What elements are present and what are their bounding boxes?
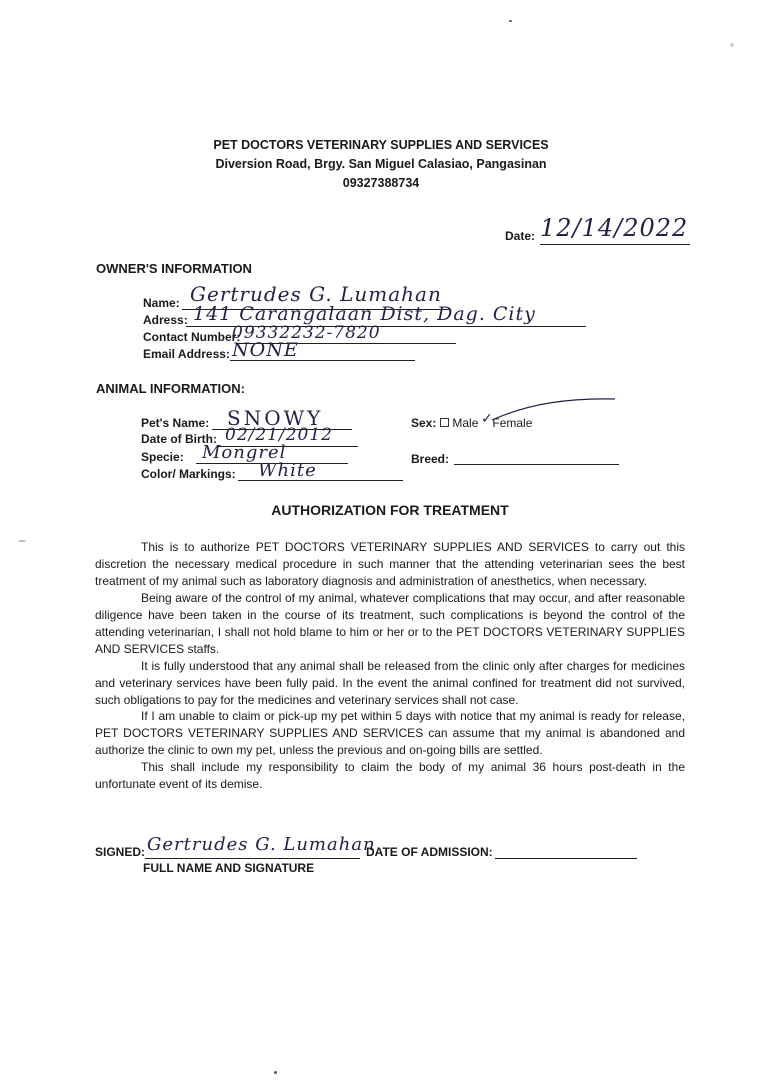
company-address: Diversion Road, Brgy. San Miguel Calasiao, Pangasinan [215, 157, 547, 171]
signature: Gertrudes G. Lumahan [147, 834, 376, 855]
date-value: 12/14/2022 [540, 214, 689, 242]
owner-email-label: Email Address: [143, 347, 230, 361]
dob-value: 02/21/2012 [225, 425, 333, 445]
signed-label: SIGNED: [95, 845, 146, 859]
sex-female-label: Female [492, 416, 533, 430]
pet-name-value: SNOWY [227, 406, 324, 430]
full-name-label: FULL NAME AND SIGNATURE [143, 861, 315, 875]
dob-label: Date of Birth: [141, 432, 217, 446]
owner-address-label: Adress: [143, 313, 188, 327]
pet-name-label: Pet's Name: [141, 416, 210, 430]
owner-name-value: Gertrudes G. Lumahan [190, 282, 442, 306]
pen-stroke-icon [490, 395, 620, 425]
owner-name-label: Name: [143, 296, 180, 310]
owner-email-value: NONE [232, 339, 299, 361]
owner-contact-label: Contact Number: [143, 330, 241, 344]
color-label: Color/ Markings: [141, 467, 236, 481]
specie-value: Mongrel [202, 442, 287, 463]
date-line [540, 244, 690, 245]
male-checkbox[interactable] [440, 418, 449, 427]
auth-paragraph-1: This is to authorize PET DOCTORS VETERINARY SUPPLIES AND SERVICES to carry out this discretion the necessary medical procedure in such manner that the attending veterinarian sees the best treatment of my animal such as laboratory diagnosis and administration of anesthetics, when necessary. [95, 540, 685, 588]
sex-male-label: Male [452, 416, 479, 430]
company-phone: 09327388734 [342, 176, 420, 190]
signature-line [145, 858, 360, 859]
breed-label: Breed: [411, 452, 450, 466]
auth-paragraph-3: It is fully understood that any animal shall be released from the clinic only after charges for medicines and veterinary services have been fully paid. In the event the animal confined for treatment did not survived, such obligations to pay for the medicines and veterinary services shall not case. [95, 659, 685, 707]
date-label: Date: [505, 229, 536, 243]
owner-contact-value: 09332232-7820 [232, 323, 381, 343]
sex-label: Sex: [411, 416, 437, 430]
admission-line [495, 858, 637, 859]
auth-paragraph-4: If I am unable to claim or pick-up my pet within 5 days with notice that my animal is ready for release, PET DOCTORS VETERINARY SUPPLIES AND SERVICES can assume that my animal is abandoned and authorize the clinic to own my pet, unless the previous and on-going bills are settled. [95, 709, 685, 757]
breed-line [454, 464, 619, 465]
owner-email-line [230, 360, 415, 361]
female-checkmark-icon: ✓ [481, 411, 493, 427]
admission-label: DATE OF ADMISSION: [366, 845, 493, 859]
specie-label: Specie: [141, 450, 184, 464]
owner-section-title: OWNER'S INFORMATION [96, 261, 252, 276]
authorization-title: AUTHORIZATION FOR TREATMENT [271, 502, 509, 518]
scan-speck [730, 43, 734, 47]
scan-speck [18, 540, 26, 542]
company-name: PET DOCTORS VETERINARY SUPPLIES AND SERVICES [213, 138, 549, 152]
scan-speck [509, 20, 512, 22]
auth-paragraph-5: This shall include my responsibility to claim the body of my animal 36 hours post-death in the unfortunate event of its demise. [95, 760, 685, 791]
color-line [238, 480, 403, 481]
animal-section-title: ANIMAL INFORMATION: [96, 381, 245, 396]
auth-paragraph-2: Being aware of the control of my animal, whatever complications that may occur, and after reasonable diligence have been taken in the course of its treatment, such complications is beyond the control of the attending veterinarian, I shall not hold blame to him or her or to the PET DOCTORS VETERINARY SUPPLIES AND SERVICES staffs. [95, 591, 685, 656]
scan-speck [274, 1071, 277, 1074]
owner-address-value: 141 Carangalaan Dist, Dag. City [193, 303, 536, 325]
color-value: White [258, 460, 317, 481]
